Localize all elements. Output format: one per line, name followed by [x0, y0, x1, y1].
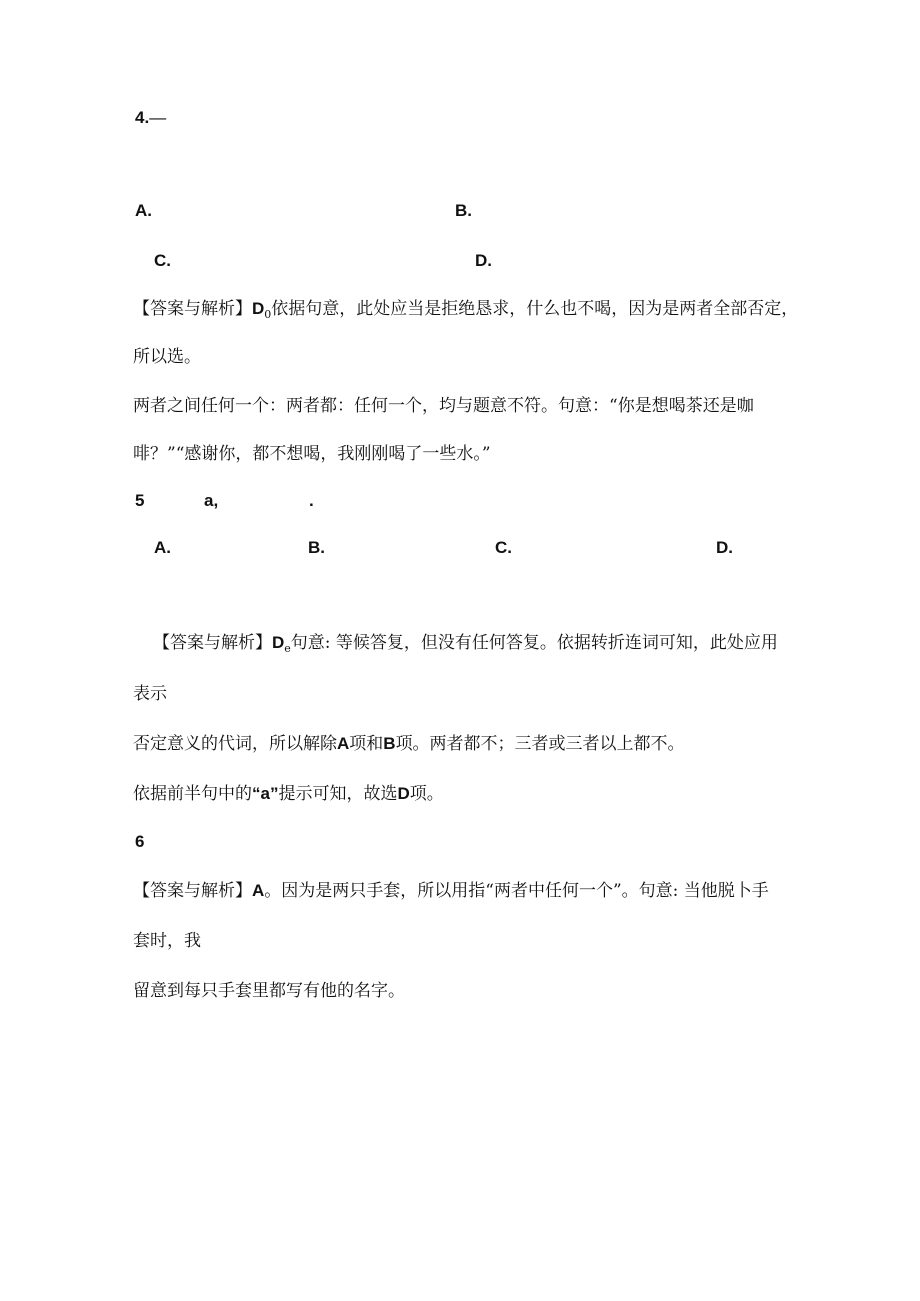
q5-option-a: A. [154, 538, 171, 557]
q4-option-c: C. [154, 251, 171, 270]
q4-analysis-line-4: 啡？”“感谢你，都不想喝，我刚刚喝了一些水。” [133, 444, 491, 464]
question-5-number: 5 [135, 491, 145, 510]
q5-option-d: D. [716, 538, 733, 557]
q4-option-d: D. [475, 251, 492, 270]
question-4-blank: — [149, 108, 167, 127]
q5-analysis-line-3: 否定意义的代词，所以解除A项和B项。两者都不；三者或三者以上都不。 [133, 734, 685, 754]
q5-analysis-line-4: 依据前半句中的“a”提示可知，故选D项。 [133, 784, 444, 804]
analysis-tag: 【答案与解析】 [133, 881, 252, 901]
q5-analysis-line-1: 【答案与解析】$D_e$句意: 等候答复，但没有任何答复。依据转折连词可知，此处应用 [153, 633, 778, 655]
q4-analysis-line-3: 两者之间任何一个：两者都：任何一个，均与题意不符。句意：“你是想喝茶还是咖 [133, 396, 754, 416]
q5-option-b: B. [308, 538, 325, 557]
q6-analysis-line-2: 套时，我 [133, 931, 201, 951]
q5-analysis-line-2: 表示 [133, 684, 167, 704]
q6-analysis-line-3: 留意到每只手套里都写有他的名字。 [133, 981, 405, 1001]
question-4-number: 4.— [135, 108, 167, 127]
q4-analysis-line-2: 所以选。 [133, 347, 201, 367]
q4-analysis-line-1: 【答案与解析】$D_0$依据句意，此处应当是拒绝恳求，什么也不喝，因为是两者全部否定， [133, 299, 799, 321]
q5-option-c: C. [495, 538, 512, 557]
answer-letter: A [252, 881, 265, 900]
q4-option-b: B. [455, 201, 472, 220]
answer-letter: D [272, 633, 285, 652]
q5-period: . [309, 491, 314, 510]
analysis-tag: 【答案与解析】 [153, 633, 272, 653]
question-6-number: 6 [135, 832, 145, 851]
analysis-tag: 【答案与解析】 [133, 299, 252, 319]
q5-word: a, [204, 491, 219, 510]
answer-letter: D [252, 299, 265, 318]
answer-subscript: e [284, 642, 291, 655]
q6-analysis-line-1: 【答案与解析】A。因为是两只手套，所以用指“两者中任何一个”。句意: 当他脱卜手 [133, 881, 769, 901]
answer-subscript: 0 [264, 308, 272, 321]
q4-option-a: A. [135, 201, 152, 220]
